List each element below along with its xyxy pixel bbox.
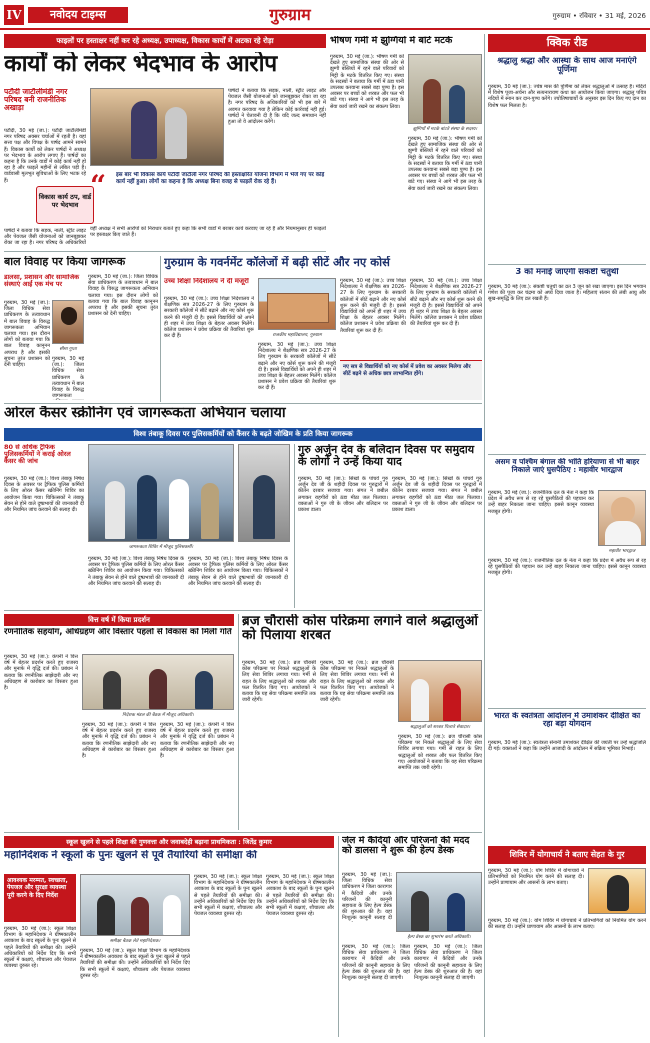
- body-text: पटौदी, 30 मई (जा.): पटौदी जाटौलीमंडी नगर परिषद अक्सर चर्चाओं में रहती है। यहां सत्ता पक्ष और विपक्ष के पार्षद आमने सामने हैं। विकास कार्यों को लेकर पार्षदों ने अध्यक्ष पर भेदभाव के आरोप लगाए हैं। पार्षदों का कहना है कि उनके वार्डों में कोई कार्य नहीं हो रहा है और फाइलें महीनों से लंबित पड़ी हैं। वार्डवासी मूलभूत सुविधाओं के लिए भटक रहे हैं।: [4, 128, 86, 184]
- body-text: गुरुग्राम, 30 मई (जा.): राजनीतिक दल के नेता ने कहा कि प्रदेश में अवैध रूप से रह रहे घुसपैठियों की पहचान कर उन्हें बाहर निकाला जाना चाहिए। इससे कानून व्यवस्था मजबूत होगी।: [488, 490, 594, 515]
- photo-figure: [163, 895, 181, 935]
- brand-logo: नवोदय टाइम्स: [28, 7, 128, 23]
- news-photo: [238, 444, 290, 542]
- body-text: गुरुग्राम, 30 मई (जा.): जिला विधिक सेवा प्राधिकरण ने जिला कारागार में कैदियों और उनके परिजनों की कानूनी सहायता के लिए हेल्प डेस्क की शुरुआत की है। यहां निःशुल्क कानूनी सलाह दी जाएगी।: [342, 944, 410, 982]
- photo-figure: [131, 101, 157, 159]
- photo-figure: [253, 475, 275, 539]
- headline: असम व पश्चिम बंगाल की भांति हरियाणा से भी बाहर निकाले जाएं घुसपैठिए : महावीर भारद्वाज: [494, 458, 640, 474]
- headline: भीषण गर्मी में झुग्गियों में बांटे मटके: [330, 36, 453, 46]
- body-text: गुरुग्राम, 30 मई (जा.): ज्येष्ठ मास की पूर्णिमा को लेकर श्रद्धालुओं में उत्साह है। मंदिरों में विशेष पूजा-अर्चना और सत्यनारायण कथा का आयोजन किया जाएगा। श्रद्धालु पवित्र नदियों में स्नान कर दान-पुण्य करेंगे। ज्योतिषाचार्यों के अनुसार इस दिन किए गए दान का विशेष फल मिलता है।: [488, 84, 646, 109]
- photo-caption: निदेशक मंडल की बैठक में मौजूद अधिकारी।: [122, 713, 194, 718]
- body-text: गुरुग्राम, 30 मई (जा.): जिला विधिक सेवा प्राधिकरण ने जिला कारागार में कैदियों और उनके परिजनों की कानूनी सहायता के लिए हेल्प डेस्क की शुरुआत की है। यहां निःशुल्क कानूनी सलाह दी जाएगी।: [414, 944, 482, 982]
- news-photo: [88, 444, 234, 542]
- news-photo: [396, 872, 482, 932]
- photo-figure: [61, 307, 77, 325]
- photo-caption: जागरूकता शिविर में मौजूद पुलिसकर्मी।: [128, 545, 194, 550]
- headline: ओरल कैंसर स्क्रीनिंग एवं जागरूकता अभियान चलाया: [4, 406, 286, 421]
- body-text: गुरुग्राम, 30 मई (जा.): जिला विधिक सेवा प्राधिकरण के तत्वावधान में बाल विवाह के विरुद्ध जागरूकता अभियान चलाया गया। इस दौरान लोगों को बताया गया कि बाल विवाह कानूनन अपराध है और इसकी सूचना तुरंत प्रशासन को देनी चाहिए।: [4, 300, 50, 369]
- headline: गुरु अर्जुन देव के बलिदान दिवस पर समुदाय के लोगों ने उन्हें किया याद: [298, 444, 475, 468]
- news-photo: [80, 874, 190, 936]
- headline: 3 को मनाई जाएगी संकष्टी चतुर्थी: [515, 268, 619, 277]
- photo-figure: [105, 481, 125, 539]
- body-text: गुरुग्राम, 30 मई (जा.): संकष्टी चतुर्थी का व्रत 3 जून को रखा जाएगा। इस दिन भगवान गणेश की पूजा कर चंद्रमा को अर्घ्य दिया जाता है। महिलाएं संतान की लंबी आयु और सुख-समृद्धि के लिए व्रत रखती हैं।: [488, 284, 646, 303]
- photo-figure: [103, 671, 121, 709]
- body-text: पार्षदों ने बताया कि सड़क, नाली, स्ट्रीट लाइट और पेयजल जैसी योजनाओं को जानबूझकर रोका जा रहा है। नगर परिषद के अधिकारियों: [4, 228, 86, 246]
- body-text: गुरुग्राम, 30 मई (जा.): भीषण गर्मी को देखते हुए सामाजिक संस्था की ओर से झुग्गी बस्तियों में रहने वाले परिवारों को मिट्टी के मटके वितरित किए गए। संस्था के सदस्यों ने बताया कि गर्मी में ठंडा पानी उपलब्ध करवाना सबसे बड़ा पुण्य है। इस अवसर पर बच्चों को शरबत और फल भी बांटे गए। संस्था ने आगे भी इस तरह के सेवा कार्य जारी रखने का संकल्प लिया।: [330, 54, 404, 110]
- subheadline: 80 से अधिक ट्रैफिक पुलिसकर्मियों ने कराई ओरल कैंसर की जांच: [4, 444, 71, 465]
- headline: गुरुग्राम के गवर्नमेंट कॉलेजों में बढ़ी सीटें और नए कोर्स: [164, 256, 390, 269]
- subheadline: डालसा, प्रशासन और सामाजिक संस्थाएं आईं एक मंच पर: [4, 274, 80, 288]
- body-text: गुरुग्राम, 30 मई (जा.): सिखों के पांचवें गुरु अर्जुन देव जी के शहीदी दिवस पर गुरुद्वारों में कीर्तन दरबार सजाया गया। संगत ने छबील लगाकर राहगीरों को ठंडा मीठा जल पिलाया। वक्ताओं ने गुरु जी के जीवन और बलिदान पर प्रकाश डाला।: [298, 476, 388, 514]
- body-text: गुरुग्राम, 30 मई (जा.): योग शिविर में योगाचार्य ने प्रतिभागियों को नियमित योग करने की सलाह दी। उन्होंने प्राणायाम और आसनों के लाभ बताए।: [488, 868, 584, 887]
- photo-figure: [131, 897, 149, 935]
- body-text: गुरुग्राम, 30 मई (जा.): जिला विधिक सेवा प्राधिकरण ने जिला कारागार में कैदियों और उनके परिजनों की कानूनी सहायता के लिए हेल्प डेस्क की शुरुआत की है। यहां निःशुल्क कानूनी सलाह दी: [342, 872, 392, 922]
- body-text: गुरुग्राम, 30 मई (जा.): कंपनी ने वित्त वर्ष में बेहतर प्रदर्शन करते हुए राजस्व और मुनाफे में वृद्धि दर्ज की। प्रबंधन ने बताया कि रणनीतिक साझेदारी और नए अधिग्रहण से कारोबार का विस्तार हुआ है।: [160, 722, 234, 760]
- dateline: गुरुग्राम • रविवार • 31 मई, 2026: [552, 12, 646, 20]
- photo-building: [267, 293, 329, 323]
- subheadline: पटौदी जाटौलीमंडी नगर परिषद बनी राजनीतिक अखाड़ा: [4, 88, 68, 112]
- photo-figure: [97, 895, 115, 935]
- news-photo: [408, 54, 482, 124]
- kicker: वित्त वर्ष में किया प्रदर्शन: [4, 614, 234, 626]
- photo-caption: हेल्प डेस्क का शुभारंभ करते अधिकारी।: [407, 935, 471, 940]
- pull-quote: इस बार भी विकास कार्य पटौदी जाटौली नगर परिषद की हस्ताक्षरित योजना विभाग में भेजे गए पर कोई कार्य नहीं हुआ। लोगों का कहना है कि अध्यक्ष बिना वजह से फाइलें रोक रहे हैं।: [116, 172, 325, 186]
- photo-figure: [423, 79, 441, 123]
- body-text: गुरुग्राम, 30 मई (जा.): उच्च शिक्षा निदेशालय ने शैक्षणिक सत्र 2026-27 के लिए गुरुग्राम के सरकारी कॉलेजों में सीटें बढ़ाने और नए कोर्स शुरू करने की मंजूरी दी है। इससे विद्यार्थियों को अपने ही शहर में उच्च शिक्षा के बेहतर अवसर मिलेंगे। कॉलेज प्रशासन ने प्रवेश प्रक्रिया की तैयारियां शुरू कर दी हैं।: [164, 296, 254, 340]
- page-number: IV: [4, 5, 24, 25]
- photo-figure: [165, 107, 187, 159]
- headline: श्रद्धालु श्रद्धा और आस्था के साथ आज मनाएंगे पूर्णिमा: [497, 56, 637, 74]
- body-text: गुरुग्राम, 30 मई (जा.): कंपनी ने वित्त वर्ष में बेहतर प्रदर्शन करते हुए राजस्व और मुनाफे में वृद्धि दर्ज की। प्रबंधन ने बताया कि रणनीतिक साझेदारी और नए अधिग्रहण से कारोबार का विस्तार हुआ है।: [4, 654, 78, 692]
- news-photo: [82, 654, 234, 710]
- photo-figure: [169, 479, 189, 539]
- headline: रणनीतिक सहयोग, अधिग्रहण और विस्तार पहलों से विकास को मिली गति: [4, 628, 232, 637]
- headline: भारत के स्वतंत्रता आंदोलन में उमाशंकर दीक्षित का रहा बड़ा योगदान: [493, 712, 641, 729]
- photo-figure: [201, 483, 219, 539]
- photo-figure: [137, 475, 157, 539]
- body-text: गुरुग्राम, 30 मई (जा.): विश्व तंबाकू निषेध दिवस के अवसर पर ट्रैफिक पुलिस कर्मियों के लिए ओरल कैंसर स्क्रीनिंग शिविर का आयोजन किया गया। चिकित्सकों ने तंबाकू सेवन से होने वाले दुष्प्रभावों की जानकारी दी और नियमित जांच करवाने की सलाह दी।: [88, 556, 184, 587]
- photo-figure: [411, 891, 429, 931]
- profile-photo: [598, 490, 646, 546]
- photo-figure: [411, 679, 429, 721]
- section-banner: शिविर में योगाचार्य ने बताए सेहत के गुर: [488, 846, 646, 864]
- photo-caption: राजकीय महाविद्यालय, गुरुग्राम: [272, 333, 322, 338]
- photo-caption: झुग्गियों में मटके बांटते संस्था के सदस्य।: [412, 127, 478, 132]
- body-text: गुरुग्राम, 30 मई (जा.): कंपनी ने वित्त वर्ष में बेहतर प्रदर्शन करते हुए राजस्व और मुनाफे में वृद्धि दर्ज की। प्रबंधन ने बताया कि रणनीतिक साझेदारी और नए अधिग्रहण से कारोबार का विस्तार हुआ है।: [82, 722, 156, 760]
- news-photo: [90, 88, 224, 166]
- sidebar-title: क्विक रीड: [488, 34, 646, 52]
- body-text: गुरुग्राम, 30 मई (जा.): स्कूल शिक्षा विभाग के महानिदेशक ने ग्रीष्मकालीन अवकाश के बाद स्कूलों के पुनः खुलने से पहले तैयारियों की समीक्षा की। उन्होंने अधिकारियों को निर्देश दिए कि सभी स्कूलों में कक्षाएं, शौचालय और पेयजल व्यवस्था दुरुस्त रहे।: [266, 874, 334, 918]
- masthead: [0, 0, 650, 30]
- photo-figure: [195, 671, 213, 709]
- news-photo: [588, 868, 646, 914]
- highlight-box: आवश्यक मरम्मत, स्वच्छता, पेयजल और सुरक्षा व्यवस्था पूरी करने के दिए निर्देश: [4, 874, 76, 922]
- headline: कार्यों को लेकर भेदभाव के आरोप: [4, 52, 277, 77]
- photo-caption: श्रद्धालुओं को शरबत पिलाते सेवादार।: [409, 725, 471, 730]
- body-text: गुरुग्राम, 30 मई (जा.): जिला विधिक सेवा प्राधिकरण के तत्वावधान में बाल विवाह के विरुद्ध जागरूकता: [52, 356, 84, 400]
- pull-quote: नए सत्र से विद्यार्थियों को नए कोर्स में प्रवेश का अवसर मिलेगा और सीटें बढ़ने से अधिक छात्र लाभान्वित होंगे।: [340, 360, 482, 400]
- body-text: गुरुग्राम, 30 मई (जा.): ब्रज चौरासी कोस परिक्रमा पर निकले श्रद्धालुओं के लिए सेवा शिविर लगाया गया। गर्मी से राहत के लिए श्रद्धालुओं को शरबत और फल वितरित किए गए। आयोजकों ने बताया कि यह सेवा परिक्रमा समाप्ति तक जारी रहेगी।: [242, 660, 316, 704]
- photo-figure: [611, 497, 635, 523]
- body-text: गुरुग्राम, 30 मई (जा.): योग शिविर में योगाचार्य ने प्रतिभागियों को नियमित योग करने की सलाह दी। उन्होंने प्राणायाम और आसनों के लाभ बताए।: [488, 918, 646, 931]
- subheadline: उच्च शिक्षा निदेशालय ने दी मंजूरी: [164, 278, 249, 285]
- profile-photo: [52, 300, 84, 344]
- body-text: गुरुग्राम, 30 मई (जा.): स्कूल शिक्षा विभाग के महानिदेशक ने ग्रीष्मकालीन अवकाश के बाद स्कूलों के पुनः खुलने से पहले तैयारियों की समीक्षा की। उन्होंने अधिकारियों को निर्देश दिए कि सभी स्कूलों में कक्षाएं, शौचालय और पेयजल व्यवस्था दुरुस्त रहे।: [80, 948, 190, 979]
- headline: ब्रज चौरासी कोस परिक्रमा लगाने वाले श्रद्धालुओं को पिलाया शरबत: [242, 614, 478, 644]
- body-text: गुरुग्राम, 30 मई (जा.): सिखों के पांचवें गुरु अर्जुन देव जी के शहीदी दिवस पर गुरुद्वारों में कीर्तन दरबार सजाया गया। संगत ने छबील लगाकर राहगीरों को ठंडा मीठा जल पिलाया। वक्ताओं ने गुरु जी के जीवन और बलिदान पर प्रकाश डाला।: [392, 476, 482, 514]
- photo-caption: सीमा गुप्ता: [59, 347, 77, 352]
- news-photo: [398, 660, 482, 722]
- photo-figure: [149, 669, 167, 709]
- body-text: पार्षदों ने बताया कि सड़क, नाली, स्ट्रीट लाइट और पेयजल जैसी योजनाओं को जानबूझकर रोका जा रहा है। नगर परिषद के अधिकारियों को भी इस बारे में अवगत करवाया गया है लेकिन कोई कार्रवाई नहीं हुई। पार्षदों ने चेतावनी दी है कि यदि जल्द समाधान नहीं हुआ तो वे आंदोलन करेंगे।: [228, 88, 326, 126]
- kicker: स्कूल खुलने से पहले शिक्षा की गुणवत्ता और जवाबदेही बढ़ाना प्राथमिकता : जितेंद्र कुमार: [4, 836, 334, 848]
- photo-caption: महावीर भारद्वाज: [608, 549, 636, 554]
- body-text: गुरुग्राम, 30 मई (जा.): उच्च शिक्षा निदेशालय ने शैक्षणिक सत्र 2026-27 के लिए गुरुग्राम के सरकारी कॉलेजों में सीटें बढ़ाने और नए कोर्स शुरू करने की मंजूरी दी है। इससे विद्यार्थियों को अपने ही शहर में उच्च शिक्षा के बेहतर अवसर मिलेंगे। कॉलेज प्रशासन ने प्रवेश प्रक्रिया की तैयारियां शुरू कर दी हैं।: [410, 278, 482, 328]
- body-text: गुरुग्राम, 30 मई (जा.): स्कूल शिक्षा विभाग के महानिदेशक ने ग्रीष्मकालीन अवकाश के बाद स्कूलों के पुनः खुलने से पहले तैयारियों की समीक्षा की। उन्होंने अधिकारियों को निर्देश दिए कि सभी स्कूलों में कक्षाएं, शौचालय और पेयजल व्यवस्था दुरुस्त रहे।: [4, 926, 76, 970]
- photo-figure: [605, 521, 641, 546]
- body-text: गुरुग्राम, 30 मई (जा.): विश्व तंबाकू निषेध दिवस के अवसर पर ट्रैफिक पुलिस कर्मियों के लिए ओरल कैंसर स्क्रीनिंग शिविर का आयोजन किया गया। चिकित्सकों ने तंबाकू सेवन से होने वाले दुष्प्रभावों की जानकारी दी और नियमित जांच करवाने की सलाह दी।: [188, 556, 288, 587]
- news-photo: [258, 278, 336, 330]
- body-text: वहीं अध्यक्ष ने सभी आरोपों को निराधार बताते हुए कहा कि सभी वार्डों में बराबर कार्य करवाए जा रहे हैं और नियमानुसार ही फाइलों पर हस्ताक्षर किए जाते हैं।: [90, 226, 326, 239]
- photo-figure: [449, 85, 465, 123]
- headline: जेल में कैदियों और परिजनों की मदद को डालसा ने शुरू की हेल्प डेस्क: [342, 836, 470, 856]
- photo-figure: [443, 683, 461, 721]
- headline: बाल विवाह पर किया जागरूक: [4, 256, 126, 268]
- body-text: गुरुग्राम, 30 मई (जा.): राजनीतिक दल के नेता ने कहा कि प्रदेश में अवैध रूप से रह रहे घुसपैठियों की पहचान कर उन्हें बाहर निकाला जाना चाहिए। इससे कानून व्यवस्था मजबूत होगी।: [488, 558, 646, 577]
- highlight-badge: विकास कार्य ठप, वार्ड पर भेदभाव: [36, 186, 94, 224]
- kicker: फाइलों पर हस्ताक्षर नहीं कर रहे अध्यक्ष, उपाध्यक्ष, विकास कार्यों में अटका रहे रोड़ा: [4, 34, 326, 48]
- headline: महानिदेशक ने स्कूलों के पुनः खुलने से पूर्व तैयारियों की समीक्षा की: [4, 850, 257, 861]
- body-text: गुरुग्राम, 30 मई (जा.): स्कूल शिक्षा विभाग के महानिदेशक ने ग्रीष्मकालीन अवकाश के बाद स्कूलों के पुनः खुलने से पहले तैयारियों की समीक्षा की। उन्होंने अधिकारियों को निर्देश दिए कि सभी स्कूलों में कक्षाएं, शौचालय और पेयजल व्यवस्था दुरुस्त रहे।: [194, 874, 262, 918]
- body-text: गुरुग्राम, 30 मई (जा.): उच्च शिक्षा निदेशालय ने शैक्षणिक सत्र 2026-27 के लिए गुरुग्राम के सरकारी कॉलेजों में सीटें बढ़ाने और नए कोर्स शुरू करने की मंजूरी दी है। इससे विद्यार्थियों को अपने ही शहर में उच्च शिक्षा के बेहतर अवसर मिलेंगे। कॉलेज प्रशासन ने प्रवेश प्रक्रिया की तैयारियां शुरू कर दी हैं।: [340, 278, 406, 334]
- quote-mark-icon: “: [90, 174, 107, 196]
- body-text: गुरुग्राम, 30 मई (जा.): ब्रज चौरासी कोस परिक्रमा पर निकले श्रद्धालुओं के लिए सेवा शिविर लगाया गया। गर्मी से राहत के लिए श्रद्धालुओं को शरबत और फल वितरित किए गए। आयोजकों ने बताया कि यह सेवा परिक्रमा समाप्ति तक जारी रहेगी।: [398, 734, 482, 772]
- body-text: गुरुग्राम, 30 मई (जा.): स्वतंत्रता सेनानी उमाशंकर दीक्षित की जयंती पर उन्हें श्रद्धांजलि दी गई। वक्ताओं ने कहा कि उन्होंने आजादी के आंदोलन में सक्रिय भूमिका निभाई।: [488, 740, 646, 753]
- body-text: गुरुग्राम, 30 मई (जा.): उच्च शिक्षा निदेशालय ने शैक्षणिक सत्र 2026-27 के लिए गुरुग्राम के सरकारी कॉलेजों में सीटें बढ़ाने और नए कोर्स शुरू करने की मंजूरी दी है। इससे विद्यार्थियों को अपने ही शहर में उच्च शिक्षा के बेहतर अवसर मिलेंगे। कॉलेज प्रशासन ने प्रवेश प्रक्रिया की तैयारियां शुरू कर दी हैं।: [258, 342, 336, 392]
- section-title: गुरुग्राम: [269, 5, 311, 24]
- photo-caption: समीक्षा बैठक लेते महानिदेशक।: [109, 939, 161, 944]
- body-text: गुरुग्राम, 30 मई (जा.): जिला विधिक सेवा प्राधिकरण के तत्वावधान में बाल विवाह के विरुद्ध जागरूकता अभियान चलाया गया। इस दौरान लोगों को बताया गया कि बाल विवाह कानूनन अपराध है और इसकी सूचना तुरंत प्रशासन को देनी चाहिए।: [88, 274, 158, 318]
- photo-figure: [447, 893, 465, 931]
- body-text: गुरुग्राम, 30 मई (जा.): विश्व तंबाकू निषेध दिवस के अवसर पर ट्रैफिक पुलिस कर्मियों के लिए ओरल कैंसर स्क्रीनिंग शिविर का आयोजन किया गया। चिकित्सकों ने तंबाकू सेवन से होने वाले दुष्प्रभावों की जानकारी दी और नियमित जांच करवाने की सलाह दी।: [4, 476, 84, 514]
- body-text: गुरुग्राम, 30 मई (जा.): भीषण गर्मी को देखते हुए सामाजिक संस्था की ओर से झुग्गी बस्तियों में रहने वाले परिवारों को मिट्टी के मटके वितरित किए गए। संस्था के सदस्यों ने बताया कि गर्मी में ठंडा पानी उपलब्ध करवाना सबसे बड़ा पुण्य है। इस अवसर पर बच्चों को शरबत और फल भी बांटे गए। संस्था ने आगे भी इस तरह के सेवा कार्य जारी रखने का संकल्प लिया।: [408, 136, 482, 192]
- body-text: गुरुग्राम, 30 मई (जा.): ब्रज चौरासी कोस परिक्रमा पर निकले श्रद्धालुओं के लिए सेवा शिविर लगाया गया। गर्मी से राहत के लिए श्रद्धालुओं को शरबत और फल वितरित किए गए। आयोजकों ने बताया कि यह सेवा परिक्रमा समाप्ति तक जारी रहेगी।: [320, 660, 394, 704]
- strap: विश्व तंबाकू दिवस पर पुलिसकर्मियों को कैंसर के बढ़ते जोखिम के प्रति किया जागरूक: [4, 428, 482, 441]
- yoga-figure-icon: [607, 875, 629, 911]
